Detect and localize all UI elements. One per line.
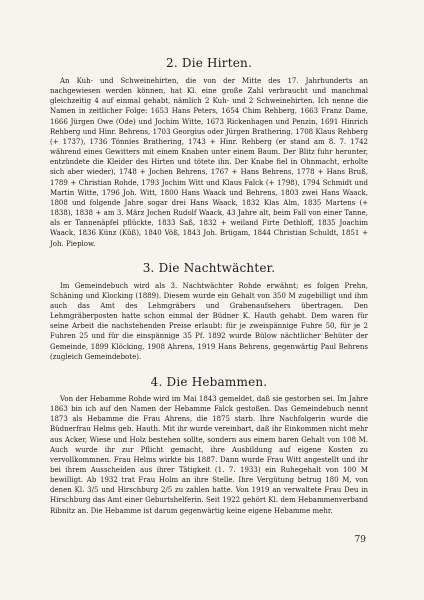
section-number: 4. <box>150 374 163 389</box>
section-heading-nachtwaechter <box>50 261 368 275</box>
page-content <box>50 56 368 516</box>
section-title: Die Hebammen. <box>166 374 268 389</box>
paragraph-text: Im Gemeindebuch wird als 3. Nachtwächter Rohde erwähnt; es folgen Prehn, Schäning und Klocking (1889). Diesem wurde ein Gehalt von 350 M zugebilligt und ihm auch das Amt des Lehmgräbers und Grabenaufsehers übertragen. Den Lehmgräberposten hatte schon einmal der Büdner K. Hauth gehabt. Dem waren für seine Arbeit die nachstehenden Preise erlaubt: für je zweispännige Fuhre 50, für je 2 Fuhren 25 und für die einspännige 35 Pf. 1892 wurde Bülow nächtlicher Behüter der Gemeinde, 1899 Klöcking, 1908 Ahrens, 1919 Hans Behrens, gegenwärtig Paul Behrens (zugleich Gemeindebote). <box>50 281 368 361</box>
section-paragraph-hebammen <box>50 394 368 516</box>
paragraph-text: Von der Hebamme Rohde wird im Mai 1843 gemeldet, daß sie gestorben sei. Im Jahre 1863 bin ich auf den Namen der Hebamme Falck gestoßen. Das Gemeindebuch nennt 1873 als Hebamme die Frau Ahrens, die 1875 starb. Ihre Nachfolgerin wurde die Büdnerfrau Helms geb. Hauth. Mit ihr wurde vereinbart, daß ihr Einkommen nicht mehr aus Acker, Wiese und Holz bestehen sollte, sondern aus einem baren Gehalt von 108 M. Auch wurde ihr zur Pflicht gemacht, ihre Ausbildung auf eigene Kosten zu vervollkommnen. Frau Helms wirkte bis 1887. Dann wurde Frau Witt angestellt und ihr bei ihrem Ausscheiden aus ihrer Tätigkeit (1. 7. 1933) ein Ruhegehalt von 100 M bewilligt. Ab 1932 trat Frau Holm an ihre Stelle. Ihre Vergütung betrug 180 M, von denen Kl. 3/5 und Hirschburg 2/5 zu zahlen hatte. Von 1919 an verwaltete Frau Deu in Hirschburg das Amt einer Geburtshelferin. Seit 1922 gehört Kl. dem Hebammenverband Ribnitz an. Die Hebamme ist darum gegenwärtig keine eigene Hebamme mehr. <box>50 394 368 515</box>
page-number: 79 <box>354 535 366 545</box>
section-title: Die Nachtwächter. <box>158 260 276 275</box>
section-number: 3. <box>142 260 155 275</box>
paragraph-text: An Kuh- und Schweinehirten, die von der Mitte des 17. Jahrhunderts an nachgewiesen werden können, hat Kl. eine große Zahl verbraucht und manchmal gleichzeitig 4 auf einmal gehabt, nämlich 2 Kuh- und 2 Schweinehirten. Ich nenne die Namen in zeitlicher Folge: 1653 Hans Peters, 1654 Chim Rehberg, 1663 Franz Dame, 1666 Jürgen Owe (Ode) und Jochim Witte, 1673 Rickenhagen und Penzin, 1691 Hinrich Rehberg und Hinr. Behrens, 1703 Georgius oder Jürgen Brathering, 1708 Klaus Rehberg (+ 1737), 1736 Tönnies Brathering, 1743 + Hinr. Rehberg (er stand am 8. 7. 1742 während eines Gewitters mit einem Knaben unter einem Baum. Der Blitz fuhr herunter, entzündete die Kleider des Hirten und tötete ihn. Der Knabe fiel in Ohnmacht, erholte sich aber wieder), 1748 + Jochen Behrens, 1767 + Hans Behrens, 1778 + Hans Bruß, 1789 + Christian Rohde, 1793 Jochim Witt und Klaus Falck (+ 1798), 1794 Schmidt und Martin Witte, 1796 Joh. Witt, 1800 Hans Waack und Behrens, 1803 zwei Hans Waack, 1808 und folgende Jahre sogar drei Hans Waack, 1832 Klas Alm, 1835 Martens (+ 1838), 1838 + am 3. März Jochen Rudolf Waack, 43 Jahre alt, beim Fall von einer Tanne, als er Tannenäpfel pflückte, 1833 Saß, 1832 + weiland Firte Dethloff, 1835 Joachim Waack, 1836 Künz (Küß), 1840 Vöß, 1843 Joh. Brügam, 1844 Christian Schuldt, 1851 + Joh. Pieplow. <box>50 77 368 248</box>
section-heading-hebammen <box>50 375 368 389</box>
section-paragraph-nachtwaechter <box>50 281 368 362</box>
section-number: 2. <box>166 56 178 70</box>
section-paragraph-hirten <box>50 76 368 249</box>
section-title: Die Hirten. <box>181 56 252 70</box>
section-heading-hirten <box>50 56 368 70</box>
